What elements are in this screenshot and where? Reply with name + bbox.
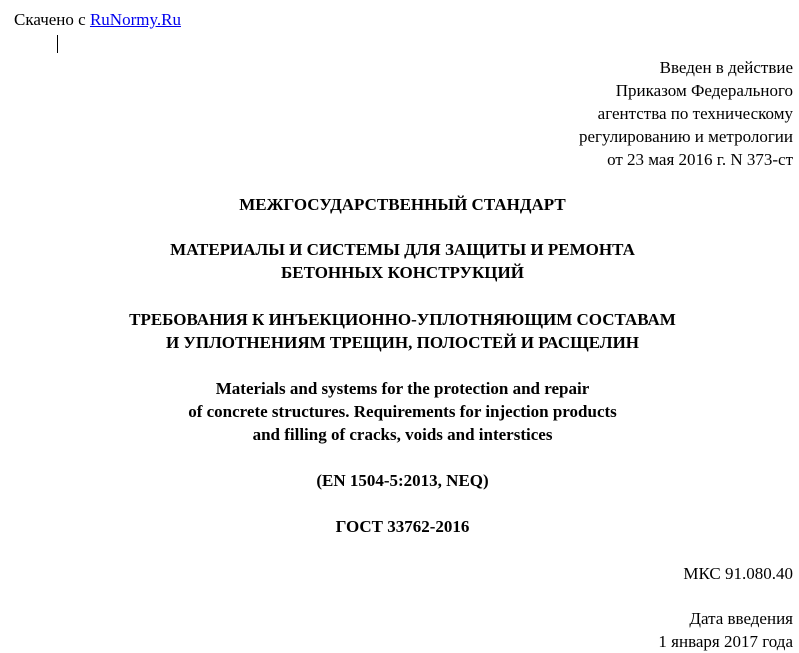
mks-code-text: МКС 91.080.40 xyxy=(683,564,793,583)
source-prefix: Скачено с xyxy=(14,10,90,29)
approval-line: агентства по техническому xyxy=(597,104,793,123)
heading-line: И УПЛОТНЕНИЯМ ТРЕЩИН, ПОЛОСТЕЙ И РАСЩЕЛИН xyxy=(165,333,640,352)
standard-requirements-heading xyxy=(0,308,799,354)
approval-line: от 23 мая 2016 г. N 373-ст xyxy=(607,150,793,169)
heading-line: МАТЕРИАЛЫ И СИСТЕМЫ ДЛЯ ЗАЩИТЫ И РЕМОНТА xyxy=(170,240,635,259)
standard-type-heading xyxy=(0,193,799,216)
gost-number-text: ГОСТ 33762-2016 xyxy=(335,517,470,536)
approval-line: Введен в действие xyxy=(659,58,793,77)
heading-line: БЕТОННЫХ КОНСТРУКЦИЙ xyxy=(281,263,524,282)
english-title xyxy=(0,377,799,446)
heading-line: ТРЕБОВАНИЯ К ИНЪЕКЦИОННО-УПЛОТНЯЮЩИМ СОСТАВАМ xyxy=(129,310,676,329)
source-link[interactable]: RuNormy.Ru xyxy=(89,10,181,29)
text-cursor xyxy=(57,35,58,53)
approval-line: Приказом Федерального xyxy=(615,81,793,100)
standard-subject-heading xyxy=(0,238,799,284)
mks-code xyxy=(683,562,793,585)
reference-standard-text: (EN 1504-5:2013, NEQ) xyxy=(316,471,489,490)
introduction-date-label: Дата введения xyxy=(689,609,793,628)
english-title-line: Materials and systems for the protection and repair xyxy=(215,379,590,398)
introduction-date-block xyxy=(658,607,793,653)
approval-line: регулированию и метрологии xyxy=(578,127,793,146)
reference-standard xyxy=(0,469,799,492)
english-title-line: of concrete structures. Requirements for injection products xyxy=(188,402,617,421)
english-title-line: and filling of cracks, voids and interstices xyxy=(252,425,553,444)
approval-block xyxy=(579,56,793,171)
source-line xyxy=(14,9,181,31)
gost-number xyxy=(0,515,799,538)
introduction-date-value: 1 января 2017 года xyxy=(658,632,793,651)
standard-type-text: МЕЖГОСУДАРСТВЕННЫЙ СТАНДАРТ xyxy=(239,195,566,214)
